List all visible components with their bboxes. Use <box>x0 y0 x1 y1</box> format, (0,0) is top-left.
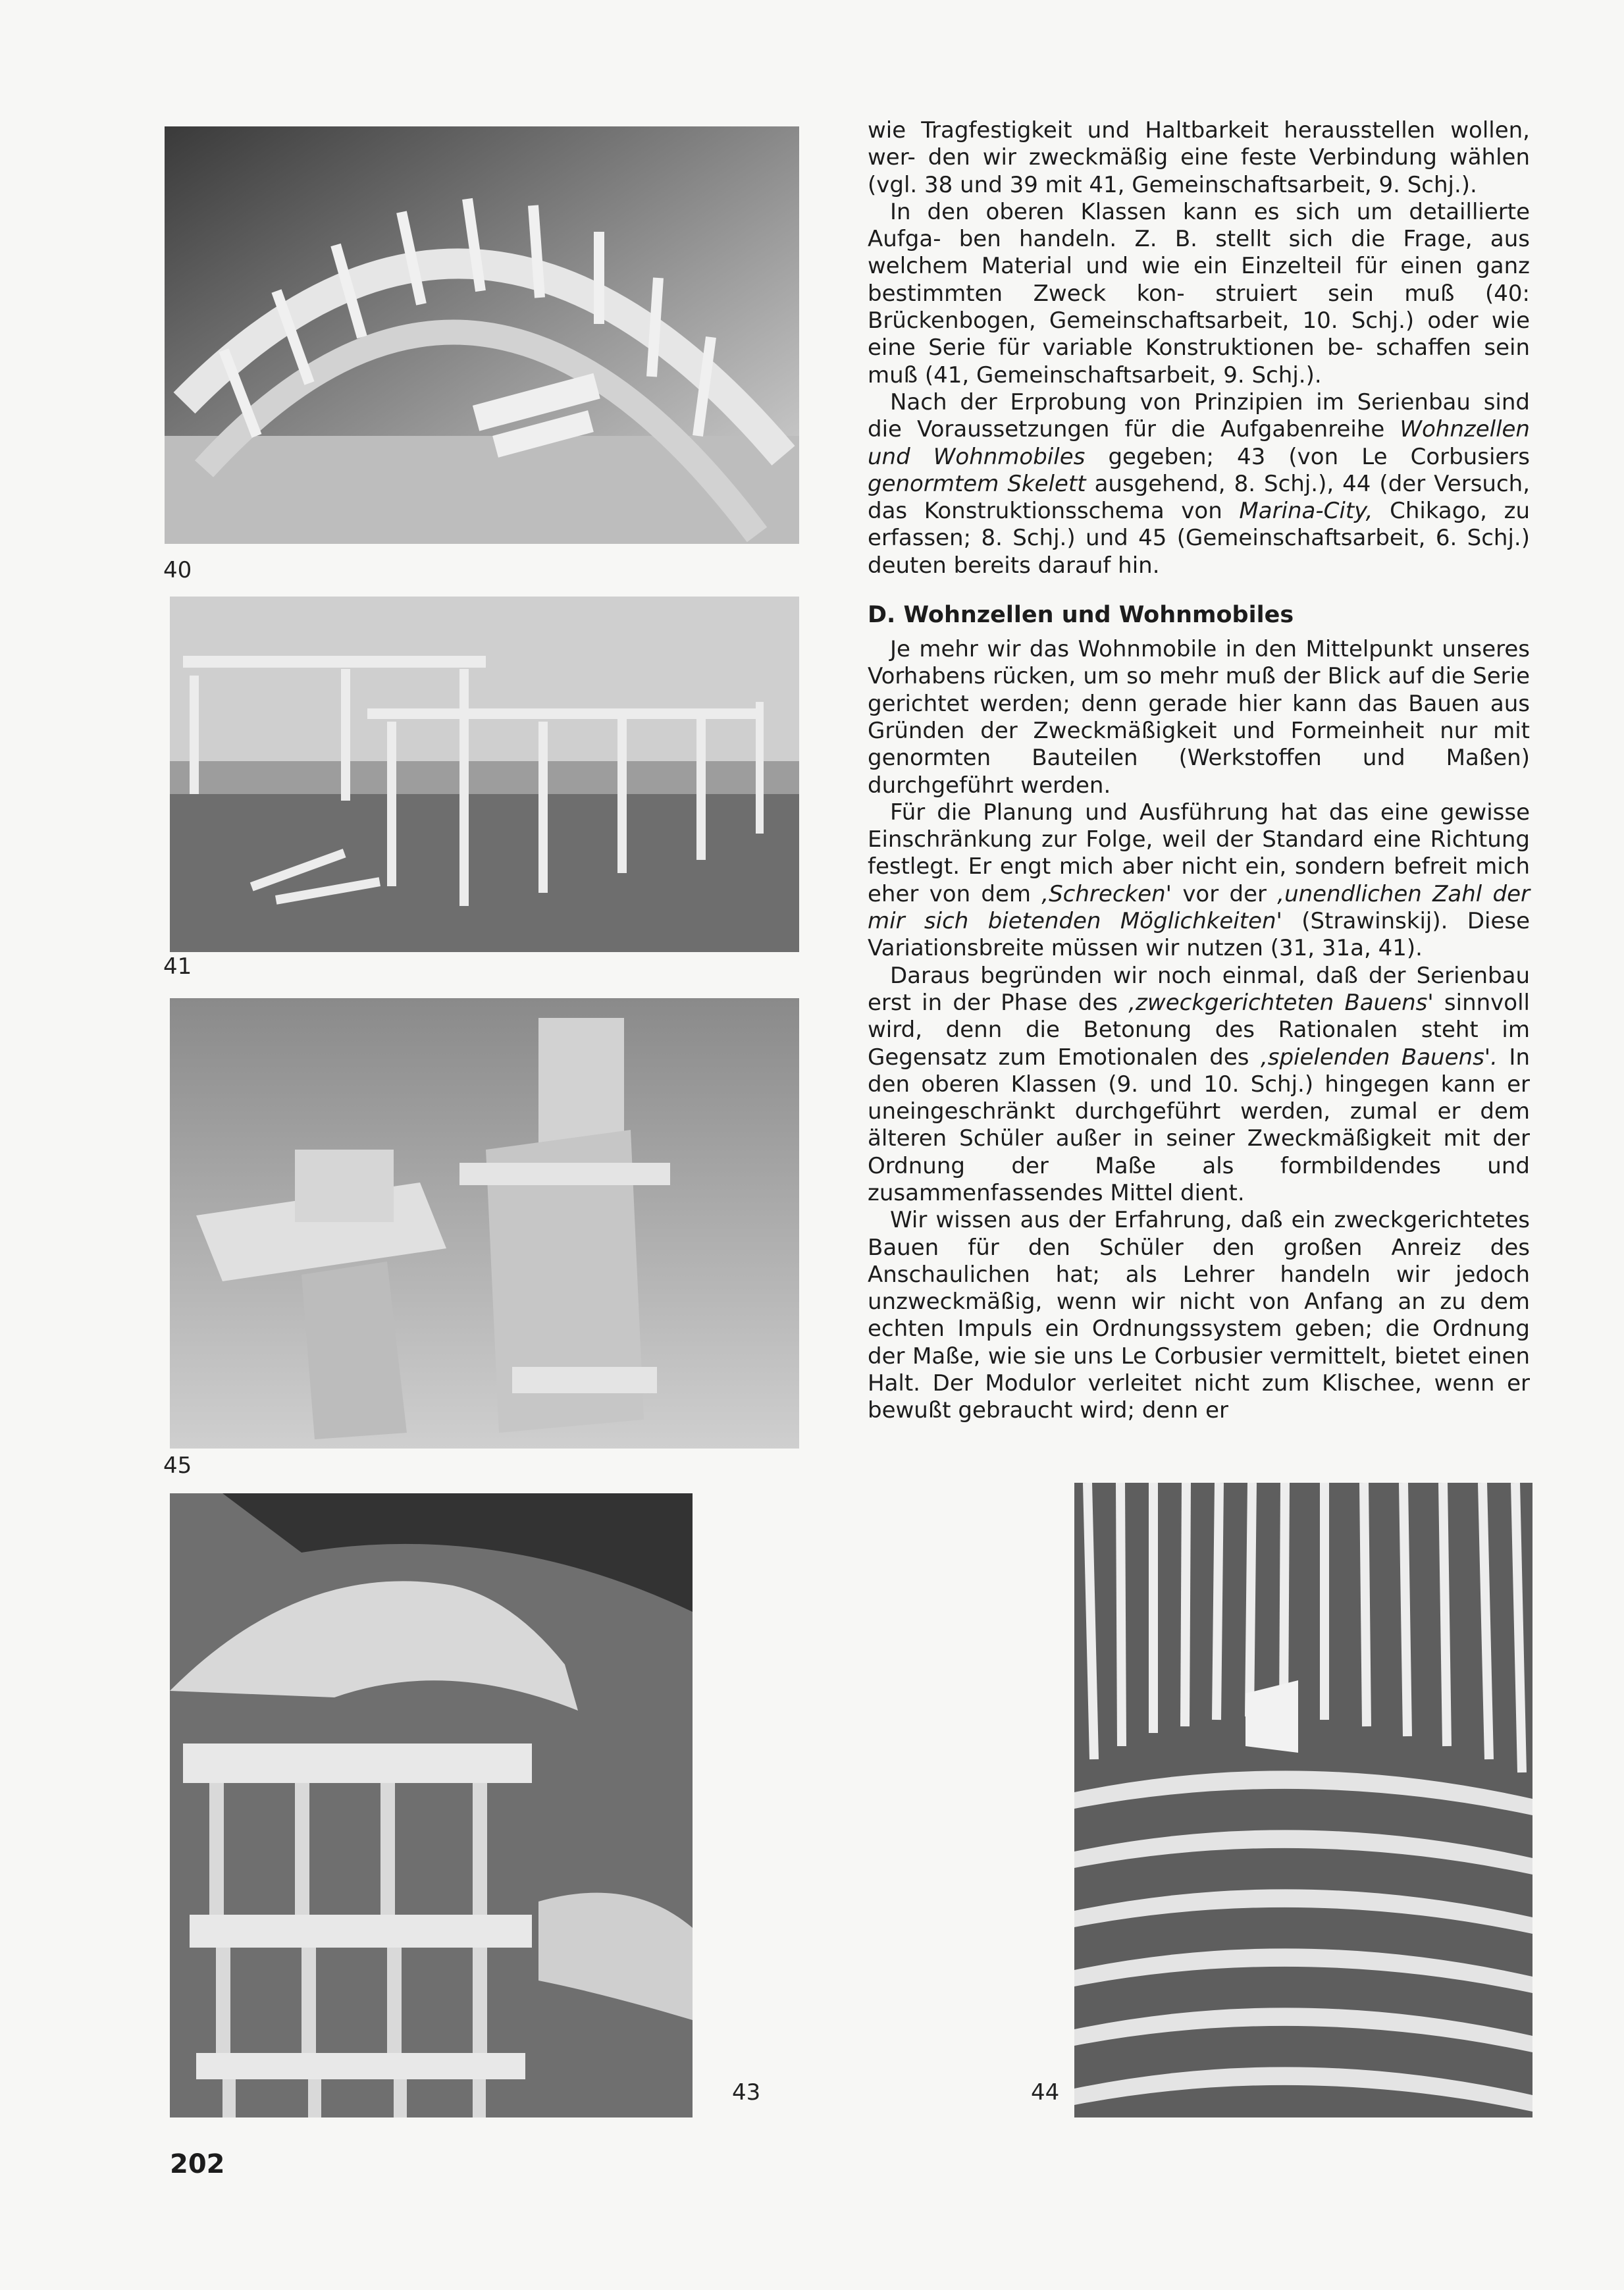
paragraph-detail-tasks: In den oberen Klassen kann es sich um detaillierte Aufga- ben handeln. Z. B. stellt sich die Frage, aus welchem Material und wie ein Einzelteil für einen ganz bestimmten Zweck kon- struiert sein muß (40: Brückenbogen, Gemeinschaftsarbeit, 10. Schj.) oder wie eine Serie für variable Konstruktionen be- schaffen sein muß (41, Gemeinschaftsarbeit, 9. Schj.). <box>868 198 1531 388</box>
figure-label-40: 40 <box>163 557 192 583</box>
photo-40-bridge-arch <box>165 126 799 544</box>
paragraph-serial-construction: Nach der Erprobung von Prinzipien im Serienbau sind die Voraussetzungen für die Aufgabenreihe Wohnzellen und Wohnmobiles gegeben; 43 (von Le Corbusiers genormtem Skelett ausgehend, 8. Schj.), 44 (der Versuch, das Konstruktionsschema von Marina-City, Chikago, zu erfassen; 8. Schj.) und 45 (Gemeinschaftsarbeit, 6. Schj.) deuten bereits darauf hin. <box>868 388 1531 579</box>
paragraph-standard: Für die Planung und Ausführung hat das eine gewisse Einschränkung zur Folge, weil der Standard eine Richtung festlegt. Er engt mich aber nicht ein, sondern befreit mich eher von dem ‚Schrecken' vor der ‚unendlichen Zahl der mir sich bietenden Möglichkeiten' (Strawinskij). Diese Variationsbreite müssen wir nutzen (31, 31a, 41). <box>868 799 1530 962</box>
section-heading: D. Wohnzellen und Wohnmobiles <box>868 602 1294 629</box>
figure-label-41: 41 <box>163 953 192 980</box>
figure-label-44: 44 <box>1031 2079 1060 2106</box>
photo-44-round-tower <box>1074 1483 1532 2117</box>
paragraph-modulor: Wir wissen aus der Erfahrung, daß ein zweckgerichtetes Bauen für den Schüler den großen Anreiz des Anschaulichen hat; als Lehrer handeln wir jedoch unzweckmäßig, wenn wir nicht von Anfang an zu dem echten Impuls ein Ordnungssystem geben; die Ordnung der Maße, wie sie uns Le Corbusier vermittelt, bietet einen Halt. Der Modulor verleitet nicht zum Klischee, wenn er bewußt gebraucht wird; denn er <box>868 1207 1530 1424</box>
photo-45-slotted-furniture <box>170 998 799 1449</box>
paragraph-wohnmobile: Je mehr wir das Wohnmobile in den Mittelpunkt unseres Vorhabens rücken, um so mehr muß der Blick auf die Serie gerichtet werden; denn gerade hier kann das Bauen aus Gründen der Zweckmäßigkeit und Formeinheit nur mit genormten Bauteilen (Werkstoffen und Maßen) durchgeführt werden. <box>868 636 1530 799</box>
photo-41-frame-rows <box>170 597 799 952</box>
paragraph-serienbau: Daraus begründen wir noch einmal, daß der Serienbau erst in der Phase des ‚zweckgerichteten Bauens' sinnvoll wird, denn die Betonung des Rationalen steht im Gegensatz zum Emotionalen des ‚spielenden Bauens'. In den oberen Klassen (9. und 10. Schj.) hingegen kann er uneingeschränkt durchgeführt werden, zumal er dem älteren Schüler außer in seiner Zweckmäßigkeit mit der Ordnung der Maße als formbildendes und zusammenfassendes Mittel dient. <box>868 962 1530 1206</box>
paragraph-continued: wie Tragfestigkeit und Haltbarkeit herausstellen wollen, wer- den wir zweckmäßig eine feste Verbindung wählen (vgl. 38 und 39 mit 41, Gemeinschaftsarbeit, 9. Schj.). <box>868 117 1530 198</box>
photo-43-stacked-floors <box>170 1493 693 2117</box>
figure-label-43: 43 <box>732 2079 761 2106</box>
page-number: 202 <box>170 2149 225 2179</box>
figure-label-45: 45 <box>163 1452 192 1479</box>
text-column <box>868 117 1530 1425</box>
